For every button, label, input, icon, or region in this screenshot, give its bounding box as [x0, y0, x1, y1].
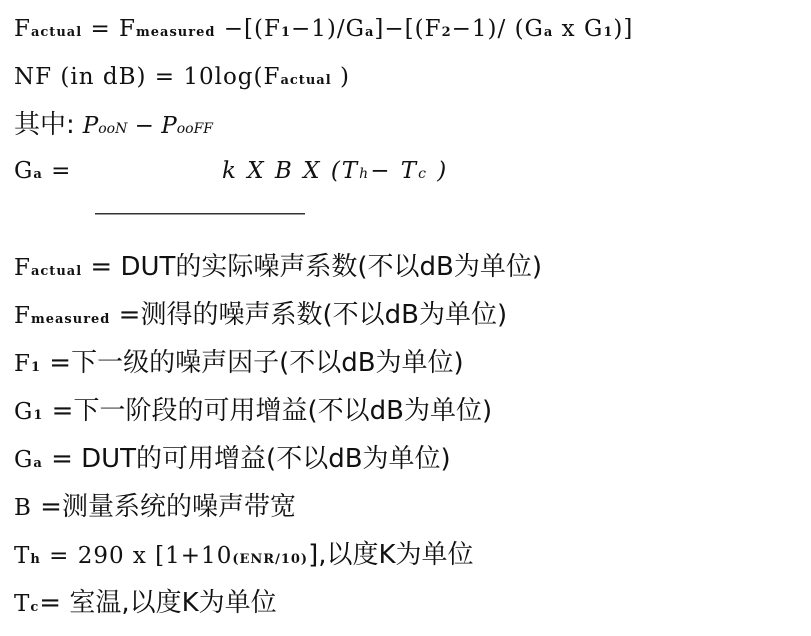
def-subscript: measured: [30, 312, 111, 327]
ga-rhs-part: k X B X (T: [222, 158, 360, 184]
def-subscript: 1: [30, 360, 42, 375]
def-f-measured: [14, 302, 507, 328]
formula-subscript: a: [364, 25, 375, 40]
ga-symbol: G: [14, 158, 34, 184]
formula-part: x G: [553, 16, 604, 42]
def-subscript: h: [30, 552, 41, 567]
def-subscript: c: [30, 600, 40, 615]
f-measured-subscript: measured: [136, 25, 216, 40]
def-subscript: a: [33, 456, 43, 471]
def-subscript: actual: [30, 264, 83, 279]
def-enr-subscript: (ENR/10): [232, 552, 309, 567]
def-ga: [14, 446, 451, 472]
formula-subscript: 1: [603, 25, 614, 40]
def-text: ],以度K为单位: [308, 540, 474, 570]
f-actual-subscript: actual: [30, 25, 83, 40]
def-symbol: F: [14, 303, 31, 329]
formula-part: −[(F: [215, 16, 281, 42]
ga-formula: [14, 160, 71, 183]
qizhong-line: [14, 112, 213, 138]
qizhong-label: 其中:: [14, 110, 75, 140]
def-th-formula: = 290 x [1+10: [40, 543, 233, 569]
ga-rhs-part: − T: [370, 158, 419, 184]
def-symbol: T: [14, 591, 31, 617]
tc-subscript: c: [418, 166, 428, 182]
f-measured-symbol: = F: [82, 16, 136, 42]
def-tc: [14, 590, 277, 616]
formula-part: −1)/ (G: [451, 16, 544, 42]
nf-formula: [14, 66, 350, 89]
def-symbol: T: [14, 543, 31, 569]
nf-close: ): [331, 64, 350, 90]
def-text: =测量系统的噪声带宽: [31, 492, 296, 522]
def-text: =下一级的噪声因子(不以dB为单位): [41, 348, 464, 378]
def-text: =测得的噪声系数(不以dB为单位): [110, 300, 508, 330]
th-subscript: h: [359, 166, 371, 182]
formula-part: ]−[(F: [374, 16, 442, 42]
p-on-subscript: ooN: [98, 121, 128, 137]
fraction-divider: ——————————: [94, 200, 304, 226]
def-f-actual: [14, 254, 542, 280]
def-text: = DUT的可用增益(不以dB为单位): [42, 444, 451, 474]
f-actual-symbol: F: [14, 16, 31, 42]
formula-part: −1)/G: [290, 16, 365, 42]
def-symbol: G: [14, 399, 34, 425]
p-off-subscript: ooFF: [176, 121, 214, 137]
def-f1: [14, 350, 464, 376]
def-b: [14, 494, 296, 520]
def-symbol: B: [14, 495, 32, 521]
def-symbol: F: [14, 255, 31, 281]
ga-numerator: [222, 160, 448, 183]
def-text: = 室温,以度K为单位: [39, 588, 277, 618]
def-subscript: 1: [33, 408, 44, 423]
formula-part: )]: [613, 16, 634, 42]
ga-rhs-part: ): [427, 158, 449, 184]
def-g1: [14, 398, 492, 424]
formula-subscript: a: [543, 25, 554, 40]
def-th: [14, 542, 474, 568]
def-text: =下一阶段的可用增益(不以dB为单位): [43, 396, 493, 426]
formula-subscript: 2: [441, 25, 452, 40]
formula-subscript: 1: [280, 25, 291, 40]
def-text: = DUT的实际噪声系数(不以dB为单位): [82, 252, 543, 282]
nf-text: NF (in dB) = 10log(F: [14, 64, 281, 90]
nf-subscript: actual: [280, 73, 332, 88]
def-symbol: F: [14, 351, 31, 377]
ga-equals: =: [42, 158, 72, 184]
ga-subscript: a: [33, 167, 43, 182]
def-symbol: G: [14, 447, 34, 473]
f-actual-formula: [14, 18, 633, 41]
p-on-symbol: P: [82, 113, 99, 139]
p-off-symbol: − P: [127, 113, 177, 139]
